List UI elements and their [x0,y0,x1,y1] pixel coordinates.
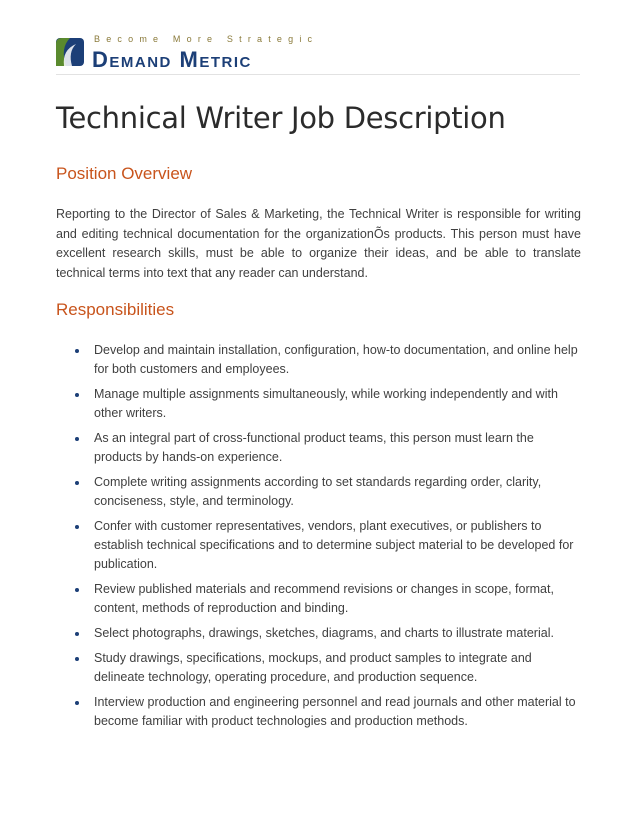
bullet-icon [75,525,79,529]
overview-paragraph: Reporting to the Director of Sales & Marketing, the Technical Writer is responsible for writing and editing technical documentation for the organizationÕs products. This person must have excellent research skills, must be able to organize their ideas, and be able to translate technical terms into text that any reader can understand. [56,207,581,281]
list-item [56,473,581,511]
list-item [56,649,581,687]
list-item [56,693,581,731]
header-divider [56,74,580,75]
list-item-text: Study drawings, specifications, mockups, and product samples to integrate and delineate technology, operating procedure, and production sequence. [94,651,532,685]
bullet-icon [75,481,79,485]
bullet-icon [75,632,79,636]
list-item [56,580,581,618]
brand-name: Demand Metric [92,47,252,72]
section-heading-responsibilities: Responsibilities [56,300,175,319]
page-header [56,33,580,75]
list-item [56,624,581,643]
list-item-text: Complete writing assignments according to set standards regarding order, clarity, conciseness, style, and terminology. [94,475,542,509]
bullet-icon [75,393,79,397]
list-item-text: Review published materials and recommend revisions or changes in scope, format, content, methods of reproduction and binding. [94,582,554,616]
list-item-text: Develop and maintain installation, configuration, how-to documentation, and online help for both customers and employees. [94,343,578,377]
demand-metric-logo-icon [56,38,84,66]
bullet-icon [75,701,79,705]
list-item [56,429,581,467]
section-heading-overview: Position Overview [56,164,193,183]
bullet-icon [75,437,79,441]
list-item-text: As an integral part of cross-functional product teams, this person must learn the products by hands-on experience. [94,431,534,465]
list-item [56,517,581,575]
list-item [56,385,581,423]
bullet-icon [75,657,79,661]
bullet-icon [75,349,79,353]
list-item-text: Interview production and engineering personnel and read journals and other material to become familiar with product technologies and production methods. [94,695,576,729]
list-item-text: Manage multiple assignments simultaneously, while working independently and with other writers. [94,387,558,421]
brand-tagline: Become More Strategic [94,34,319,44]
bullet-icon [75,588,79,592]
document-title: Technical Writer Job Description [56,101,506,135]
responsibilities-list [56,341,581,737]
list-item-text: Select photographs, drawings, sketches, diagrams, and charts to illustrate material. [94,626,554,641]
list-item-text: Confer with customer representatives, vendors, plant executives, or publishers to establish technical specifications and to determine subject material to be developed for publication. [94,519,574,572]
list-item [56,341,581,379]
